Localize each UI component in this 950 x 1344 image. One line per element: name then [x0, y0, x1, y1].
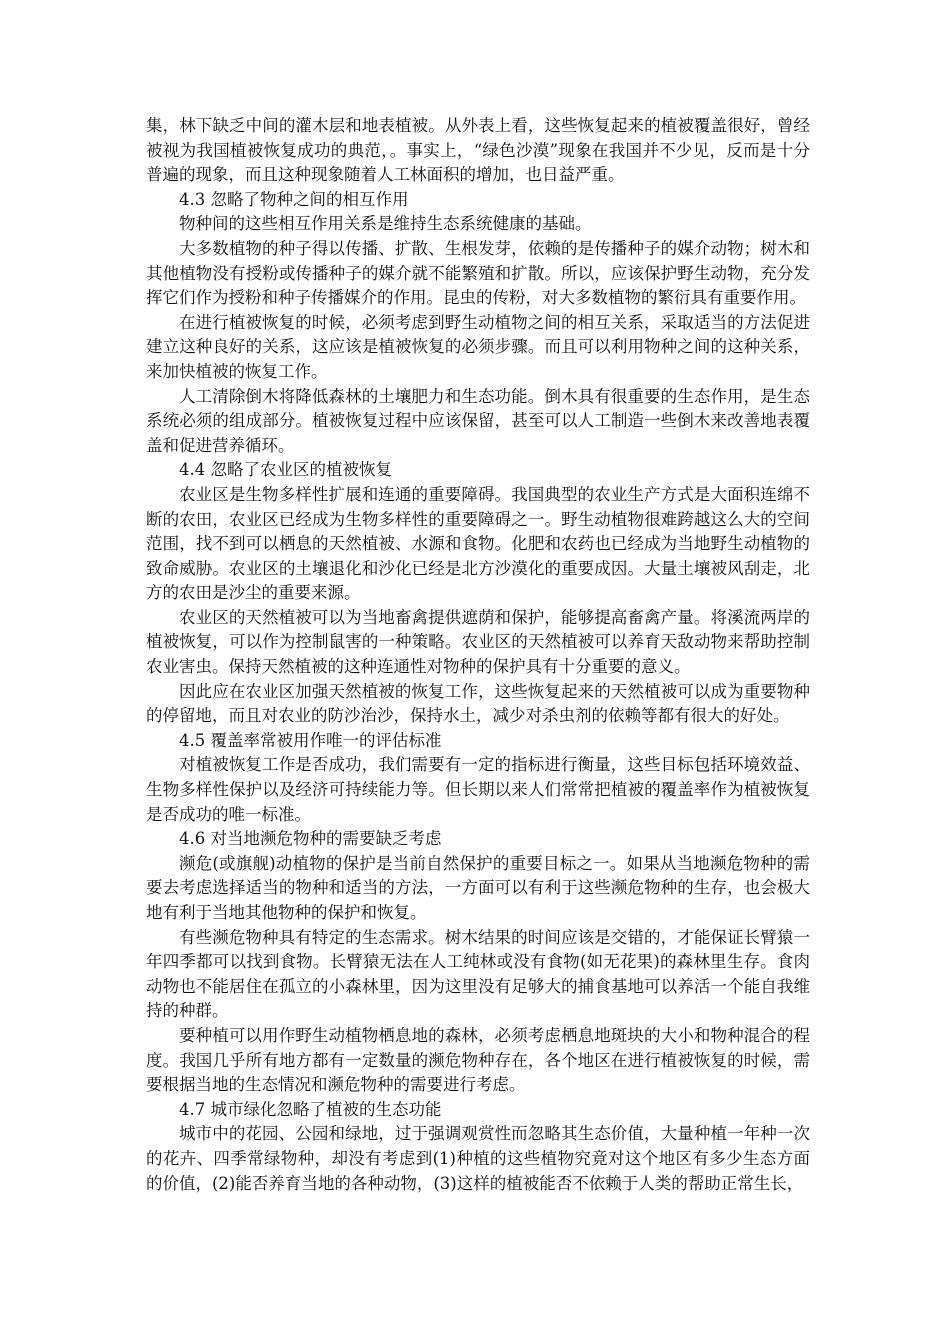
section-heading-4-4: 4.4 忽略了农业区的植被恢复: [179, 460, 392, 480]
paragraph: 城市中的花园、公园和绿地，过于强调观赏性而忽略其生态价值，大量种植一年种一次的花卉、四季常绿物种，却没有考虑到(1)种植的这些植物究竟对这个地区有多少生态方面的价值，(2)能否养育当地的各种动物，(3)这样的植被能否不依赖于人类的帮助正常生长，: [146, 1124, 810, 1193]
section-heading-4-6: 4.6 对当地濒危物种的需要缺乏考虑: [179, 829, 442, 849]
paragraph: 农业区的天然植被可以为当地畜禽提供遮荫和保护，能够提高畜禽产量。将溪流两岸的植被恢复，可以作为控制鼠害的一种策略。农业区的天然植被可以养育天敌动物来帮助控制农业害虫。保持天然植被的这种连通性对物种的保护具有十分重要的意义。: [146, 607, 810, 677]
paragraph: 大多数植物的种子得以传播、扩散、生根发芽，依赖的是传播种子的媒介动物；树木和其他植物没有授粉或传播种子的媒介就不能繁殖和扩散。所以，应该保护野生动物，充分发挥它们作为授粉和种子传播媒介的作用。昆虫的传粉，对大多数植物的繁衍具有重要作用。: [146, 238, 810, 308]
paragraph: 物种间的这些相互作用关系是维持生态系统健康的基础。: [179, 214, 592, 234]
paragraph: 因此应在农业区加强天然植被的恢复工作，这些恢复起来的天然植被可以成为重要物种的停留地，而且对农业的防沙治沙，保持水土，减少对杀虫剂的依赖等都有很大的好处。: [146, 681, 810, 726]
section-heading-4-3: 4.3 忽略了物种之间的相互作用: [179, 189, 409, 209]
paragraph: 对植被恢复工作是否成功，我们需要有一定的指标进行衡量，这些目标包括环境效益、生物多样性保护以及经济可持续能力等。但长期以来人们常常把植被的覆盖率作为植被恢复是否成功的唯一标准。: [146, 755, 810, 824]
paragraph: 要种植可以用作野生动植物栖息地的森林，必须考虑栖息地斑块的大小和物种混合的程度。我国几乎所有地方都有一定数量的濒危物种存在，各个地区在进行植被恢复的时候，需要根据当地的生态情况和濒危物种的需要进行考虑。: [146, 1025, 810, 1095]
paragraph: 在进行植被恢复的时候，必须考虑到野生动植物之间的相互关系，采取适当的方法促进建立这种良好的关系，这应该是植被恢复的必须步骤。而且可以利用物种之间的这种关系，来加快植被的恢复工作。: [146, 312, 810, 381]
section-heading-4-5: 4.5 覆盖率常被用作唯一的评估标准: [179, 730, 442, 750]
continuation-paragraph: 集，林下缺乏中间的灌木层和地表植被。从外表上看，这些恢复起来的植被覆盖很好，曾经被视为我国植被恢复成功的典范，。事实上，“绿色沙漠”现象在我国并不少见，反而是十分普遍的现象，而且这种现象随着人工林面积的增加，也日益严重。: [146, 116, 810, 185]
paragraph: 人工清除倒木将降低森林的土壤肥力和生态功能。倒木具有很重要的生态作用，是生态系统必须的组成部分。植被恢复过程中应该保留，甚至可以人工制造一些倒木来改善地表覆盖和促进营养循环。: [146, 386, 810, 455]
section-heading-4-7: 4.7 城市绿化忽略了植被的生态功能: [179, 1099, 442, 1119]
paragraph: 有些濒危物种具有特定的生态需求。树木结果的时间应该是交错的，才能保证长臂猿一年四季都可以找到食物。长臂猿无法在人工纯林或没有食物(如无花果)的森林里生存。食肉动物也不能居住在孤立的小森林里，因为这里没有足够大的捕食基地可以养活一个能自我维持的种群。: [146, 927, 810, 1021]
paragraph: 濒危(或旗舰)动植物的保护是当前自然保护的重要目标之一。如果从当地濒危物种的需要去考虑选择适当的物种和适当的方法，一方面可以有利于这些濒危物种的生存，也会极大地有利于当地其他物种的保护和恢复。: [146, 853, 810, 922]
document-body: [146, 114, 810, 1196]
paragraph: 农业区是生物多样性扩展和连通的重要障碍。我国典型的农业生产方式是大面积连绵不断的农田，农业区已经成为生物多样性的重要障碍之一。野生动植物很难跨越这么大的空间范围，找不到可以栖息的天然植被、水源和食物。化肥和农药也已经成为当地野生动植物的致命威胁。农业区的土壤退化和沙化已经是北方沙漠化的重要成因。大量土壤被风刮走，北方的农田是沙尘的重要来源。: [146, 484, 810, 603]
